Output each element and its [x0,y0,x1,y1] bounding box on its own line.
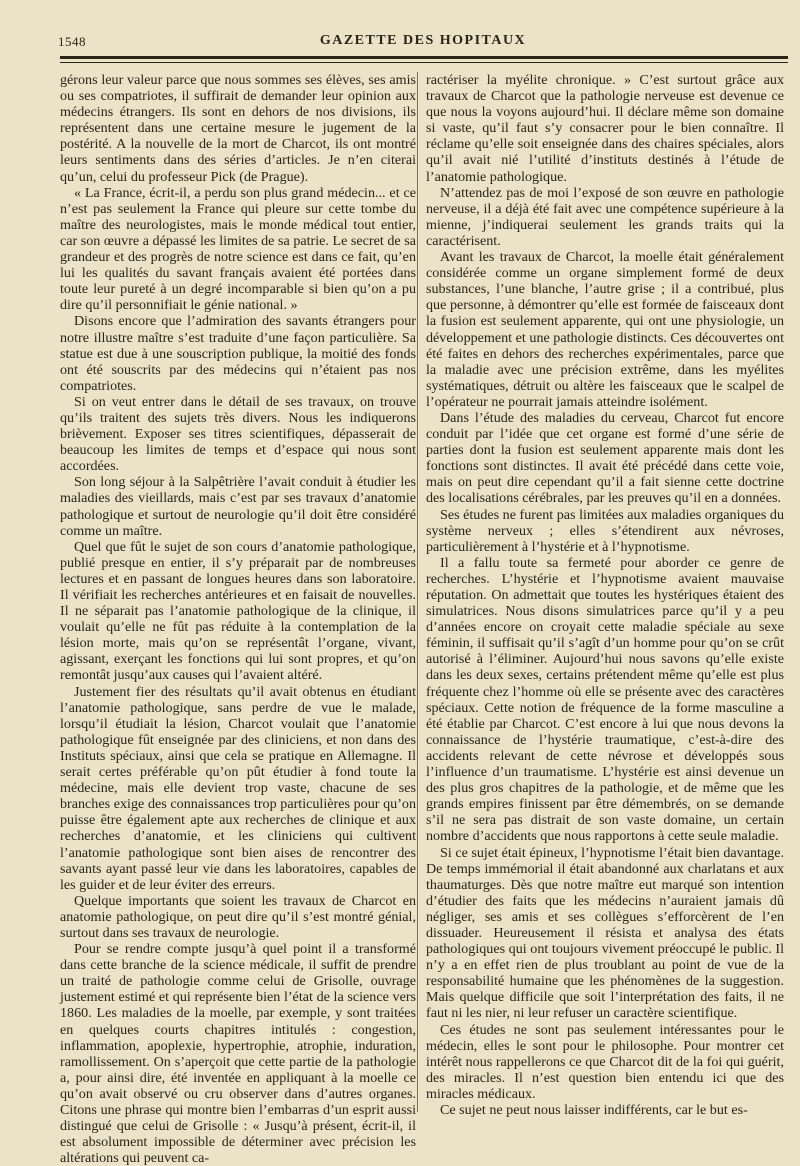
paragraph: gérons leur valeur parce que nous sommes ses élèves, ses amis ou ses compatriotes, il suffirait de demander leur opinion aux médecins étrangers. Ils sont en dehors de nos divisions, ils représentent dans une certaine mesure le jugement de la postérité. A la nouvelle de la mort de Charcot, ils ont montré leurs sentiments dans des séries d’articles. Je n’en citerai qu’un, celui du professeur Pick (de Prague). [60,72,416,185]
paragraph: Il a fallu toute sa fermeté pour aborder ce genre de recherches. L’hystérie et l’hypnotisme avaient mauvaise réputation. On admettait que toutes les hystériques étaient des simulatrices. Nous disons simulatrices parce qu’il y a peu d’années encore on croyait cette maladie spéciale au sexe féminin, il suffisait qu’il s’agît d’un homme pour qu’on se crût autorisé à l’éliminer. Aujourd’hui nous savons qu’elle existe dans les deux sexes, certains prétendent même qu’elle est plus fréquente chez l’homme où elle se présente avec des caractères spéciaux. Cette notion de fréquence de la forme masculine a été établie par Charcot. C’est encore à lui que nous devons la connaissance de l’hystérie traumatique, c’est-à-dire des accidents relevant de cette névrose et développés sous l’influence d’un traumatisme. L’hystérie est ainsi devenue un des plus gros chapitres de la pathologie, et de même que les grands empires finissent par être démembrés, on se demande s’il ne sera pas distrait de son vaste domaine, un certain nombre d’accidents que nous rapportons à cette seule maladie. [426,554,784,845]
paragraph: ractériser la myélite chronique. » C’est surtout grâce aux travaux de Charcot que la pathologie nerveuse est devenue ce que nous la voyons aujourd’hui. Il déclare même son domaine si vaste, qu’il faut s’y consacrer pour le bien connaître. Il réclame qu’elle soit enseignée dans des chaires spéciales, alors qu’il avait nié l’utilité d’instituts destinés à l’étude de l’anatomie pathologique. [426,72,784,185]
paragraph: N’attendez pas de moi l’exposé de son œuvre en pathologie nerveuse, il a déjà été fait avec une compétence supérieure à la mienne, j’indiquerai seulement les grands traits qui la caractérisent. [426,184,784,249]
paragraph: Si ce sujet était épineux, l’hypnotisme l’était bien davantage. De temps immémorial il était abandonné aux charlatans et aux thaumaturges. Dès que notre maître eut marqué son intention d’étudier des faits que les médecins n’auraient jamais dû négliger, ses amis et ses collègues s’efforcèrent de l’en dissuader. Heureusement il résista et analysa des états pathologiques qui ont toujours vivement préoccupé le public. Il n’y a en effet rien de plus troublant au point de vue de la responsabilité humaine que les phénomènes de la suggestion. Mais quelque difficile que soit l’interprétation des faits, il ne faut ni les nier, ni leur refuser un caractère scientifique. [426,844,784,1022]
paragraph: « La France, écrit-il, a perdu son plus grand médecin... et ce n’est pas seulement la France qui pleure sur cette tombe du maître des neurologistes, mais le monde médical tout entier, car son œuvre a dépassé les limites de sa patrie. Le secret de sa grandeur et des progrès de notre science est dans ce fait, qu’en lui les qualités du savant français avaient été portées dans toute leur pureté à un degré incomparable si bien qu’on a pu dire qu’il personnifiait le génie national. » [60,184,416,314]
header-rule-thick [60,56,788,59]
paragraph: Son long séjour à la Salpêtrière l’avait conduit à étudier les maladies des vieillards, mais c’est par ses travaux d’anatomie pathologique et surtout de neurologie qu’il doit être considéré comme un maître. [60,474,416,539]
paragraph: Disons encore que l’admiration des savants étrangers pour notre illustre maître s’est traduite d’une façon particulière. Sa statue est due à une souscription publique, la moitié des fonds ont été souscrits par des médecins qui n’étaient pas nos compatriotes. [60,313,416,394]
paragraph: Pour se rendre compte jusqu’à quel point il a transformé dans cette branche de la science médicale, il suffit de prendre un traité de pathologie comme celui de Grisolle, ouvrage justement estimé et qui représente bien l’état de la science vers 1860. Les maladies de la moelle, par exemple, y sont traitées en quelques courts chapitres intitulés : congestion, inflammation, apoplexie, hypertrophie, atrophie, induration, ramollissement. On s’aperçoit que cette partie de la pathologie a, pour ainsi dire, été inventée en appliquant à la moelle ce qu’on avait observé ou cru observer dans d’autres organes. Citons une phrase qui montre bien l’embarras d’un esprit aussi distingué que celui de Grisolle : « Jusqu’à présent, écrit-il, il est absolument impossible de déterminer avec précision les altérations qui peuvent ca- [60,941,416,1166]
page-header [58,30,788,52]
page-number: 1548 [58,34,86,49]
header-rule-thin [60,62,788,63]
paragraph: Quel que fût le sujet de son cours d’anatomie pathologique, publié presque en entier, il s’y préparait par de nombreuses lectures et en passant de longues heures dans son laboratoire. Il vérifiait les recherches antérieures et en faisait de nouvelles. Il ne séparait pas l’anatomie pathologique de la clinique, il voulait qu’elle ne fût pas réduite à la contemplation de la lésion morte, mais qu’on se représentât l’organe, vivant, agissant, exerçant les fonctions qui lui sont propres, et qu’on remontât jusqu’aux causes qui l’avaient altéré. [60,538,416,684]
journal-title: GAZETTE DES HOPITAUX [319,33,527,48]
paragraph: Quelque importants que soient les travaux de Charcot en anatomie pathologique, on peut dire qu’il s’est montré génial, surtout dans ses travaux de neurologie. [60,892,416,941]
paragraph: Avant les travaux de Charcot, la moelle était généralement considérée comme un organe simplement formé de deux substances, l’une blanche, l’autre grise ; il a contribué, plus que personne, à démontrer qu’elle est formée de faisceaux dont la fusion est seulement apparente, qui ont une physiologie, un développement et une pathologie distincts. Ces découvertes ont été faites en dehors des recherches expérimentales, parce que la maladie avec une précision extrême, dans les myélites systématiques, détruit ou altère les faisceaux que le scalpel de l’opérateur ne pourrait jamais atteindre isolément. [426,249,784,410]
paragraph: Si on veut entrer dans le détail de ses travaux, on trouve qu’ils traitent des sujets très divers. Nous les indiquerons brièvement. Exposer ses titres scientifiques, dépasserait de beaucoup les limites de temps et d’espace qui nous sont accordées. [60,393,416,475]
paragraph: Ses études ne furent pas limitées aux maladies organiques du système nerveux ; elles s’étendirent aux névroses, particulièrement à l’hystérie et à l’hypnotisme. [426,506,784,555]
paragraph: Justement fier des résultats qu’il avait obtenus en étudiant l’anatomie pathologique, sans perdre de vue le malade, lorsqu’il étudiait la lésion, Charcot voulait que l’anatomie pathologique fût enseignée par des cliniciens, et non dans des Instituts spéciaux, ainsi que cela se pratique en Allemagne. Il serait certes préférable qu’on pût étudier à fond toute la médecine, mais elle devient trop vaste, chacune de ses branches exige des connaissances trop particulières pour qu’on puisse être également apte aux recherches de clinique et aux recherches d’anatomie, et les cliniciens qui cultivent l’anatomie pathologique sont bien aises de rencontrer des savants ayant passé leur vie dans les laboratoires, capables de les guider et de leur éviter des erreurs. [60,683,416,893]
column-divider [417,72,418,1112]
paragraph: Dans l’étude des maladies du cerveau, Charcot fut encore conduit par l’idée que cet organe est formé d’une série de parties dont la fusion est seulement apparente mais dont les fonctions sont distinctes. Il avait été précédé dans cette voie, mais on peut dire cependant qu’il a fait sienne cette doctrine des localisations cérébrales, par les preuves qu’il en a données. [426,409,784,507]
paragraph: Ce sujet ne peut nous laisser indifférents, car le but es- [440,1102,748,1118]
paragraph: Ces études ne sont pas seulement intéressantes pour le médecin, elles le sont pour le philosophe. Pour montrer cet intérêt nous rappellerons ce que Charcot dit de la foi qui guérit, des miracles. Il n’est question bien entendu ici que des miracles médicaux. [426,1021,784,1102]
right-column [426,72,784,1118]
left-column [60,72,416,1166]
